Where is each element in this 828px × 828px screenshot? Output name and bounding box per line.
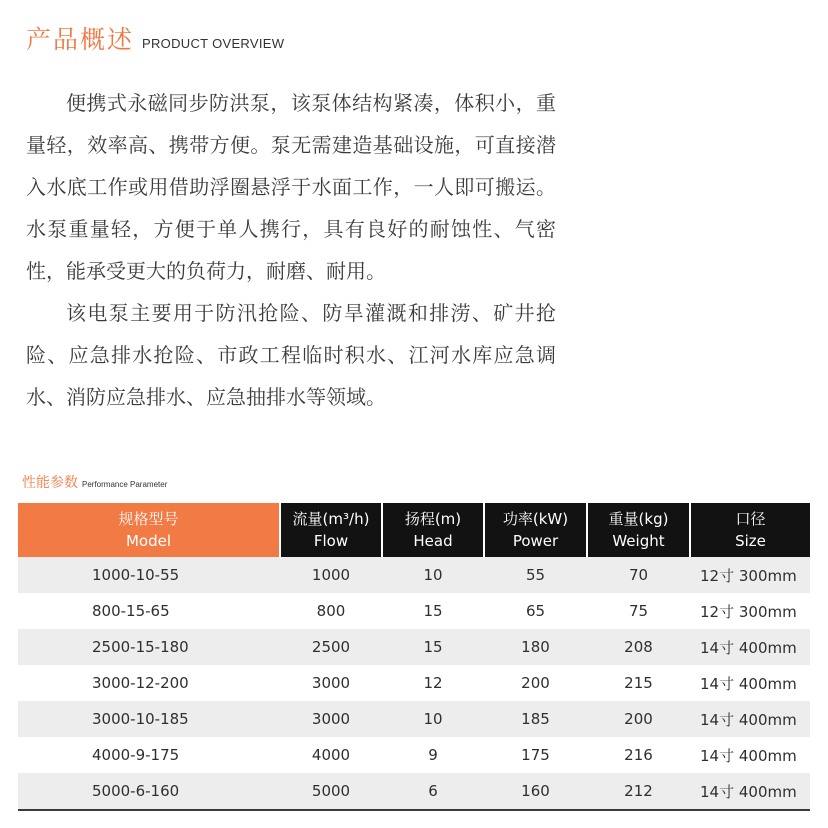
performance-title-en: Performance Parameter: [82, 480, 168, 489]
column-header-size: [690, 503, 810, 557]
weight-cell: 75: [587, 593, 690, 629]
size-cell: 14寸 400mm: [690, 629, 810, 665]
column-header-en: Head: [413, 532, 453, 550]
model-cell: 2500-15-180: [18, 629, 280, 665]
performance-title-cn: 性能参数: [22, 475, 78, 491]
model-cell: 4000-9-175: [18, 737, 280, 773]
column-header-cn: 规格型号: [118, 510, 179, 528]
column-header-en: Size: [735, 532, 766, 550]
head-cell: 12: [382, 665, 484, 701]
size-cell: 14寸 400mm: [690, 665, 810, 701]
product-description: [26, 82, 556, 418]
flow-cell: 1000: [280, 557, 382, 593]
size-cell: 14寸 400mm: [690, 701, 810, 737]
head-cell: 10: [382, 557, 484, 593]
size-cell: 12寸 300mm: [690, 593, 810, 629]
model-cell: 1000-10-55: [18, 557, 280, 593]
column-header-en: Weight: [612, 532, 665, 550]
weight-cell: 212: [587, 773, 690, 810]
overview-title-cn: 产品概述: [26, 25, 135, 54]
table-header-row: [18, 503, 810, 557]
weight-cell: 70: [587, 557, 690, 593]
performance-heading: [22, 472, 167, 492]
power-cell: 55: [484, 557, 587, 593]
power-cell: 160: [484, 773, 587, 810]
model-cell: 800-15-65: [18, 593, 280, 629]
column-header-cn: 功率(kW): [502, 510, 569, 528]
model-cell: 5000-6-160: [18, 773, 280, 810]
power-cell: 65: [484, 593, 587, 629]
table-row: [18, 665, 810, 701]
weight-cell: 208: [587, 629, 690, 665]
table-row: [18, 557, 810, 593]
flow-cell: 3000: [280, 701, 382, 737]
head-cell: 15: [382, 629, 484, 665]
weight-cell: 215: [587, 665, 690, 701]
overview-title-en: PRODUCT OVERVIEW: [142, 36, 285, 51]
flow-cell: 3000: [280, 665, 382, 701]
head-cell: 10: [382, 701, 484, 737]
description-paragraph: 该电泵主要用于防汛抢险、防旱灌溉和排涝、矿井抢险、应急排水抢险、市政工程临时积水、江河水库应急调水、消防应急排水、应急抽排水等领域。: [26, 301, 556, 409]
flow-cell: 5000: [280, 773, 382, 810]
head-cell: 6: [382, 773, 484, 810]
column-header-cn: 流量(m³/h): [292, 510, 370, 528]
column-header-head: [382, 503, 484, 557]
column-header-weight: [587, 503, 690, 557]
power-cell: 175: [484, 737, 587, 773]
power-cell: 180: [484, 629, 587, 665]
weight-cell: 216: [587, 737, 690, 773]
column-header-cn: 口径: [735, 510, 766, 528]
flow-cell: 4000: [280, 737, 382, 773]
column-header-en: Power: [512, 532, 559, 550]
column-header-power: [484, 503, 587, 557]
size-cell: 12寸 300mm: [690, 557, 810, 593]
size-cell: 14寸 400mm: [690, 773, 810, 810]
flow-cell: 800: [280, 593, 382, 629]
column-header-en: Flow: [313, 532, 349, 550]
model-cell: 3000-12-200: [18, 665, 280, 701]
column-header-en: Model: [125, 532, 172, 550]
model-cell: 3000-10-185: [18, 701, 280, 737]
weight-cell: 200: [587, 701, 690, 737]
column-header-model: [18, 503, 280, 557]
column-header-cn: 扬程(m): [404, 510, 462, 528]
flow-cell: 2500: [280, 629, 382, 665]
column-header-flow: [280, 503, 382, 557]
description-paragraph: 便携式永磁同步防洪泵，该泵体结构紧凑，体积小，重量轻，效率高、携带方便。泵无需建造基础设施，可直接潜入水底工作或用借助浮圈悬浮于水面工作，一人即可搬运。水泵重量轻，方便于单人携行，具有良好的耐蚀性、气密性，能承受更大的负荷力，耐磨、耐用。: [26, 91, 556, 283]
power-cell: 185: [484, 701, 587, 737]
table-row: [18, 773, 810, 810]
column-header-cn: 重量(kg): [608, 510, 669, 528]
performance-table: [18, 503, 810, 811]
table-row: [18, 593, 810, 629]
table-row: [18, 629, 810, 665]
power-cell: 200: [484, 665, 587, 701]
head-cell: 15: [382, 593, 484, 629]
table-row: [18, 737, 810, 773]
overview-heading: [26, 20, 284, 56]
size-cell: 14寸 400mm: [690, 737, 810, 773]
head-cell: 9: [382, 737, 484, 773]
table-row: [18, 701, 810, 737]
